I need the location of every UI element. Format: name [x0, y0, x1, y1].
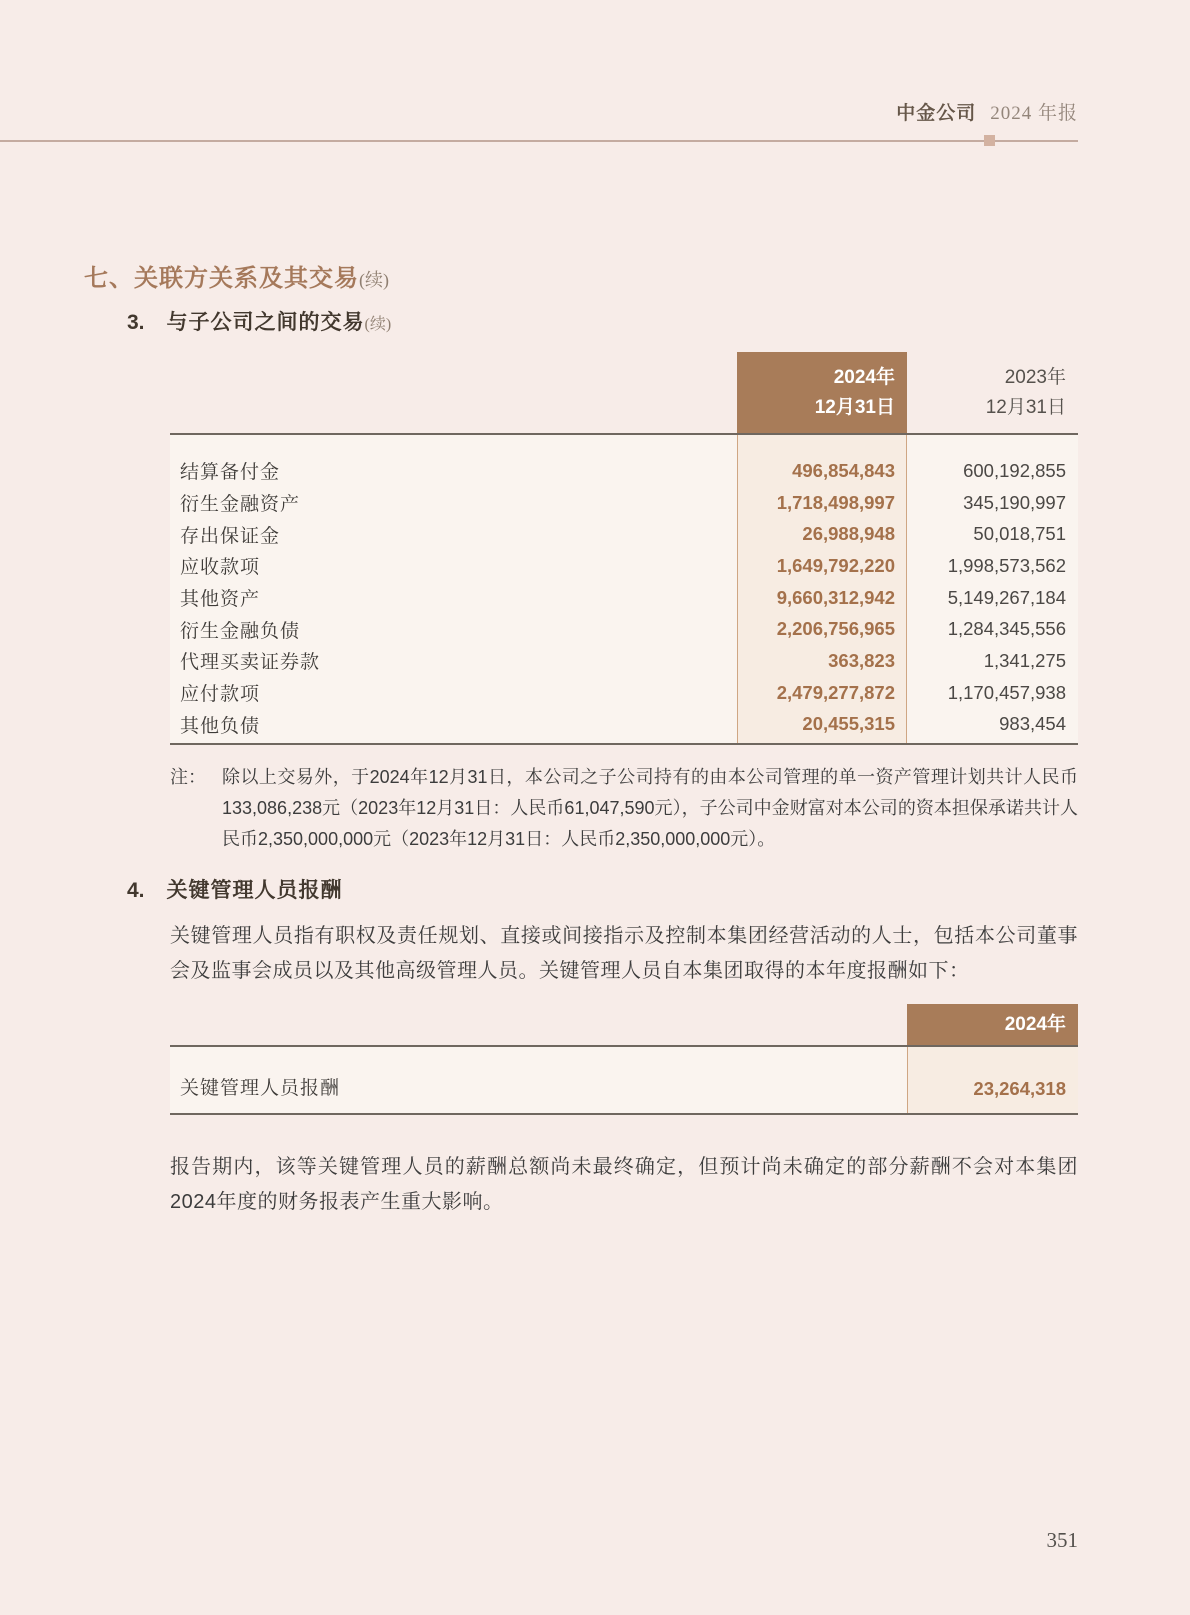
value-2024: 1,718,498,997	[776, 491, 895, 513]
note-text: 除以上交易外，于2024年12月31日，本公司之子公司持有的由本公司管理的单一资产管理计划共计人民币133,086,238元（2023年12月31日：人民币61,047,590元），子公司中金财富对本公司的资本担保承诺共计人民币2,350,000,000元（2023年12月31日：人民币2,350,000,000元）。	[222, 767, 1078, 849]
table-row	[170, 455, 1078, 487]
continued-suffix: (续)	[359, 270, 389, 290]
value-2024: 20,455,315	[802, 713, 895, 735]
row-label: 应付款项	[180, 684, 261, 706]
key-management-compensation-table	[170, 1004, 1078, 1115]
value-2023: 1,284,345,556	[947, 618, 1066, 640]
table2-header-2024: 2024年	[907, 1004, 1078, 1045]
header-rule-square-icon	[984, 135, 995, 146]
row-label: 存出保证金	[180, 525, 281, 547]
table1-note	[170, 762, 1078, 855]
header-2023-year: 2023年	[1004, 367, 1066, 388]
row-label: 衍生金融资产	[180, 494, 301, 516]
row-label: 衍生金融负债	[180, 620, 301, 642]
key-management-intro-paragraph: 关键管理人员指有职权及责任规划、直接或间接指示及控制本集团经营活动的人士，包括本公司董事会及监事会成员以及其他高级管理人员。关键管理人员自本集团取得的本年度报酬如下：	[170, 925, 1078, 982]
table2-header-row	[170, 1004, 1078, 1045]
header-rule	[0, 140, 1078, 142]
value-2023: 5,149,267,184	[947, 586, 1066, 608]
note-label: 注：	[170, 767, 206, 787]
table-row	[170, 1073, 1078, 1113]
table-row	[170, 487, 1078, 519]
value-2024: 26,988,948	[802, 523, 895, 545]
table2-bottom-rule	[170, 1113, 1078, 1115]
subsection-heading-4	[127, 874, 343, 904]
continued-suffix: (续)	[364, 316, 392, 333]
table1-bottom-rule	[170, 743, 1078, 745]
table1-header-2023	[907, 352, 1078, 433]
section-title: 关联方关系及其交易	[134, 265, 359, 292]
table-row	[170, 709, 1078, 741]
row-label: 结算备付金	[180, 462, 281, 484]
section-heading-7	[84, 258, 389, 293]
table1-body	[170, 435, 1078, 743]
value-2024: 496,854,843	[792, 459, 895, 481]
row-label: 代理买卖证券款	[180, 652, 321, 674]
subsection-title: 与子公司之间的交易	[166, 311, 365, 334]
row-label: 关键管理人员报酬	[180, 1078, 341, 1099]
table1-header-row	[170, 352, 1078, 433]
subsection-heading-3	[127, 306, 391, 336]
value-2024: 1,649,792,220	[776, 554, 895, 576]
header-2024-year: 2024年	[833, 367, 895, 388]
value-2024: 363,823	[828, 649, 895, 671]
value-2023: 50,018,751	[973, 523, 1066, 545]
company-name: 中金公司	[896, 103, 977, 124]
value-2024: 9,660,312,942	[776, 586, 895, 608]
row-label: 其他负债	[180, 715, 261, 737]
running-head	[896, 102, 1078, 126]
table-row	[170, 550, 1078, 582]
row-label: 其他资产	[180, 589, 261, 611]
page-number: 351	[1046, 1528, 1078, 1552]
table-row	[170, 613, 1078, 645]
compensation-disclaimer-paragraph: 报告期内，该等关键管理人员的薪酬总额尚未最终确定，但预计尚未确定的部分薪酬不会对本集团2024年度的财务报表产生重大影响。	[170, 1156, 1078, 1213]
subsidiary-transactions-table	[170, 352, 1078, 745]
value-2023: 1,341,275	[983, 649, 1066, 671]
value-2023: 1,170,457,938	[947, 681, 1066, 703]
row-label: 应收款项	[180, 557, 261, 579]
header-2024-date: 12月31日	[814, 397, 895, 418]
table1-header-2024	[737, 352, 907, 433]
section-number: 七、	[84, 265, 134, 292]
value-2024: 23,264,318	[973, 1078, 1066, 1099]
value-2023: 345,190,997	[963, 491, 1066, 513]
subsection-number: 3.	[127, 311, 145, 334]
value-2024: 2,206,756,965	[776, 618, 895, 640]
report-title: 2024 年报	[990, 103, 1078, 124]
value-2023: 1,998,573,562	[947, 554, 1066, 576]
value-2023: 600,192,855	[963, 459, 1066, 481]
value-2024: 2,479,277,872	[776, 681, 895, 703]
table-row	[170, 582, 1078, 614]
header-2023-date: 12月31日	[985, 397, 1066, 418]
table-row	[170, 518, 1078, 550]
subsection-number: 4.	[127, 879, 145, 902]
table2-body	[170, 1047, 1078, 1113]
table-row	[170, 677, 1078, 709]
value-2023: 983,454	[999, 713, 1066, 735]
table-row	[170, 645, 1078, 677]
subsection-title: 关键管理人员报酬	[166, 879, 343, 902]
